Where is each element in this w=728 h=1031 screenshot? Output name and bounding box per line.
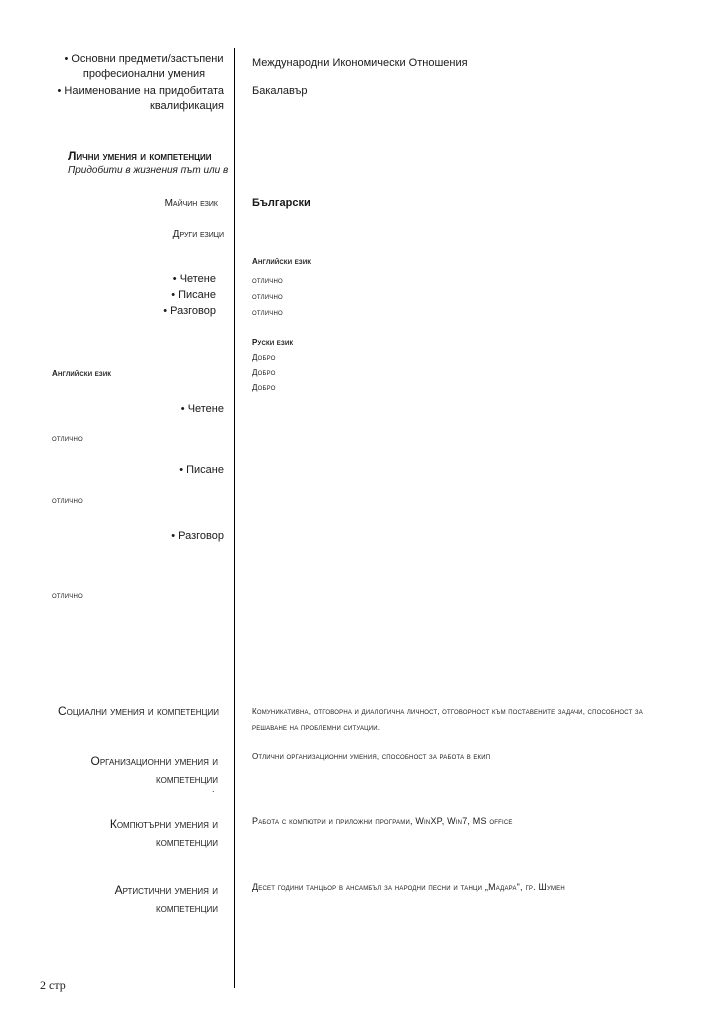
left-reading-value: отлично [52, 434, 83, 443]
qualification-label-line1: • Наименование на придобитата [57, 85, 224, 97]
subjects-label-line2: професионални умения [82, 68, 206, 80]
english-writing-value: отлично [252, 292, 283, 301]
russian-title: Руски език [252, 338, 294, 347]
left-speaking-label: • Разговор [171, 530, 224, 542]
russian-value-3: Добро [252, 383, 276, 392]
left-reading-label: • Четене [180, 403, 224, 415]
social-skills-value [252, 704, 692, 736]
english-reading-value: отлично [252, 276, 283, 285]
social-skills-value-line2: решаване на проблемни ситуации. [252, 723, 381, 732]
russian-value-1: Добро [252, 353, 276, 362]
personal-skills-heading: Лични умения и компетенции [68, 149, 212, 163]
left-speaking-value: отлично [52, 591, 83, 600]
art-skills-label-line2: компетенции [156, 901, 218, 915]
org-skills-label-line2: компетенции [156, 772, 218, 786]
qualification-label-line2: квалификация [150, 100, 224, 112]
computer-skills-label-line2: компетенции [156, 835, 218, 849]
social-skills-value-line1: Комуникативна, отговорна и диалогична личност, отговорност към поставените задачи, способност за [252, 707, 643, 716]
computer-skills-label [60, 815, 218, 851]
art-skills-label [60, 881, 218, 917]
english-title: Английски език [252, 257, 312, 266]
other-languages-label: Други езици [172, 229, 224, 240]
org-skills-value: Отлични организационни умения, способност за работа в екип [252, 752, 491, 761]
page-number: 2 стр [40, 978, 66, 992]
art-skills-label-line1: Артистични умения и [114, 883, 218, 897]
org-skills-label [60, 752, 218, 788]
column-divider [234, 48, 235, 988]
computer-skills-value: Работа с компютри и приложни програми, WinXP, Win7, MS office [252, 816, 513, 826]
mother-tongue-label: Майчин език [164, 198, 218, 209]
reading-label: • Четене [172, 273, 216, 285]
russian-value-2: Добро [252, 368, 276, 377]
speaking-label: • Разговор [163, 305, 216, 317]
subjects-label [60, 52, 228, 82]
qualification-value: Бакалавър [252, 85, 308, 97]
left-english-title: Английски език [52, 369, 112, 378]
writing-label: • Писане [171, 289, 216, 301]
left-writing-label: • Писане [179, 464, 224, 476]
computer-skills-label-line1: Компютърни умения и [109, 817, 218, 831]
english-speaking-value: отлично [252, 308, 283, 317]
personal-skills-subheading: Придобити в жизнения път или в [68, 165, 229, 176]
subjects-label-line1: • Основни предмети/застъпени [64, 53, 224, 65]
org-skills-dot: . [212, 784, 215, 794]
org-skills-label-line1: Организационни умения и [90, 754, 218, 768]
subjects-value: Международни Икономически Отношения [252, 57, 468, 69]
art-skills-value: Десет години танцьор в ансамбъл за народни песни и танци „Мадара", гр. Шумен [252, 882, 565, 892]
social-skills-label: Социални умения и компетенции [58, 704, 219, 718]
mother-tongue-value: Български [252, 197, 311, 209]
left-writing-value: отлично [52, 496, 83, 505]
qualification-label [40, 84, 224, 114]
